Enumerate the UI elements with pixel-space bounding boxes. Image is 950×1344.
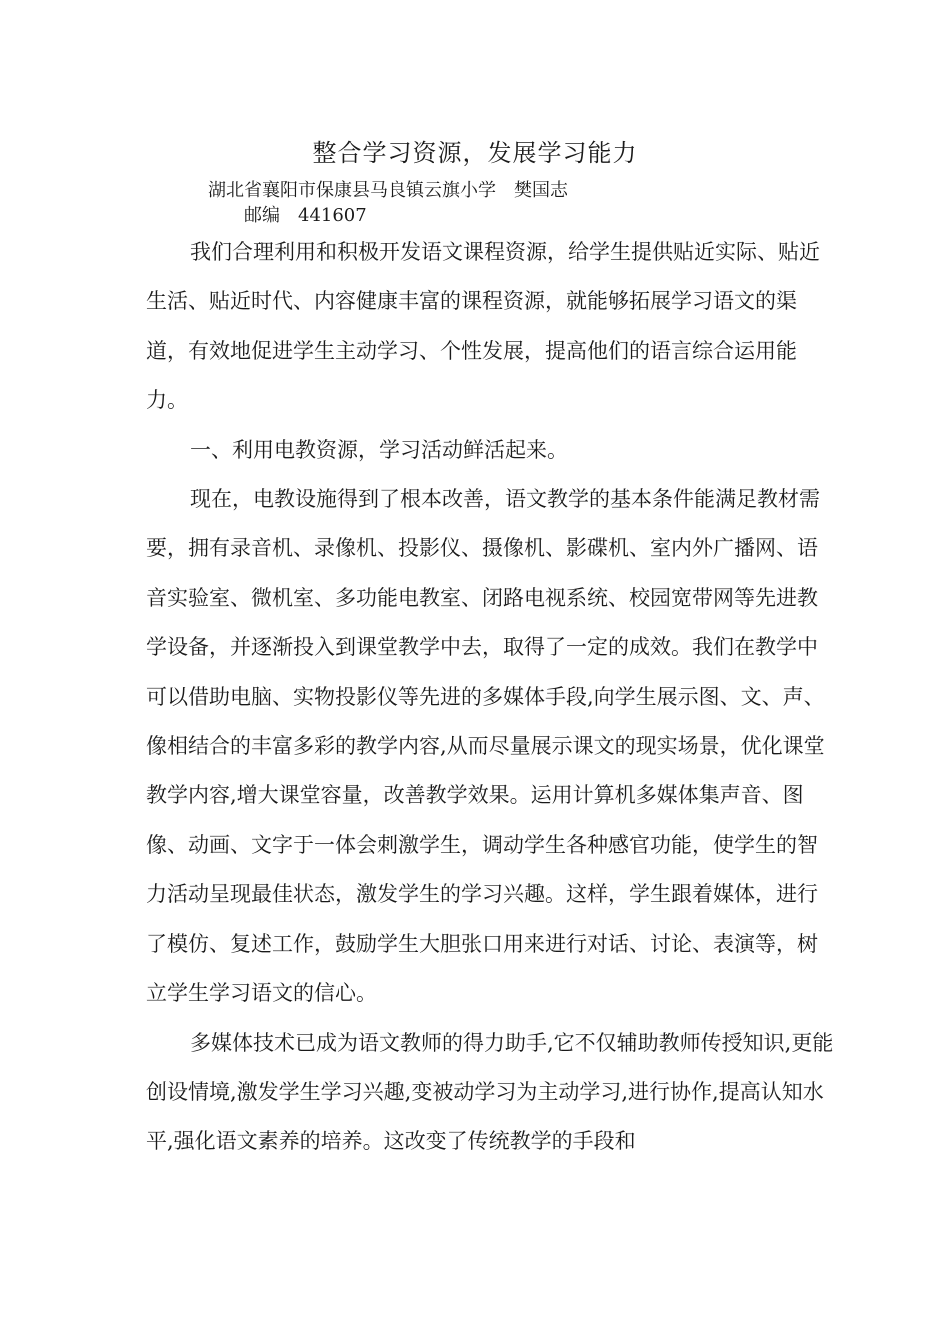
- document-title: [0, 133, 950, 168]
- author-affiliation: 湖北省襄阳市保康县马良镇云旗小学 樊国志: [208, 180, 568, 201]
- paragraph-body: 现在，电教设施得到了根本改善，语文教学的基本条件能满足教材需要，拥有录音机、录像机、投影仪、摄像机、影碟机、室内外广播网、语音实验室、微机室、多功能电教室、闭路电视系统、校园宽带网等先进教学设备，并逐渐投入到课堂教学中去，取得了一定的成效。我们在教学中可以借助电脑、实物投影仪等先进的多媒体手段,向学生展示图、文、声、像相结合的丰富多彩的教学内容,从而尽量展示课文的现实场景，优化课堂教学内容,增大课堂容量，改善教学效果。运用计算机多媒体集声音、图像、动画、文字于一体会刺激学生，调动学生各种感官功能，使学生的智力活动呈现最佳状态，激发学生的学习兴趣。这样，学生跟着媒体，进行了模仿、复述工作，鼓励学生大胆张口用来进行对话、讨论、表演等，树立学生学习语文的信心。: [146, 487, 825, 1006]
- section-heading: 一、利用电教资源，学习活动鲜活起来。: [190, 437, 568, 462]
- title-text: 整合学习资源，发展学习能力: [312, 139, 638, 167]
- postcode: 邮编 441607: [244, 205, 367, 226]
- paragraph-intro: 我们合理利用和积极开发语文课程资源，给学生提供贴近实际、贴近生活、贴近时代、内容健康丰富的课程资源，就能够拓展学习语文的渠道，有效地促进学生主动学习、个性发展，提高他们的语言综合运用能力。: [146, 240, 820, 413]
- paragraph-body: 多媒体技术已成为语文教师的得力助手,它不仅辅助教师传授知识,更能创设情境,激发学生学习兴趣,变被动学习为主动学习,进行协作,提高认知水平,强化语文素养的培养。这改变了传统教学的手段和: [146, 1030, 834, 1154]
- document-body: [146, 228, 836, 1167]
